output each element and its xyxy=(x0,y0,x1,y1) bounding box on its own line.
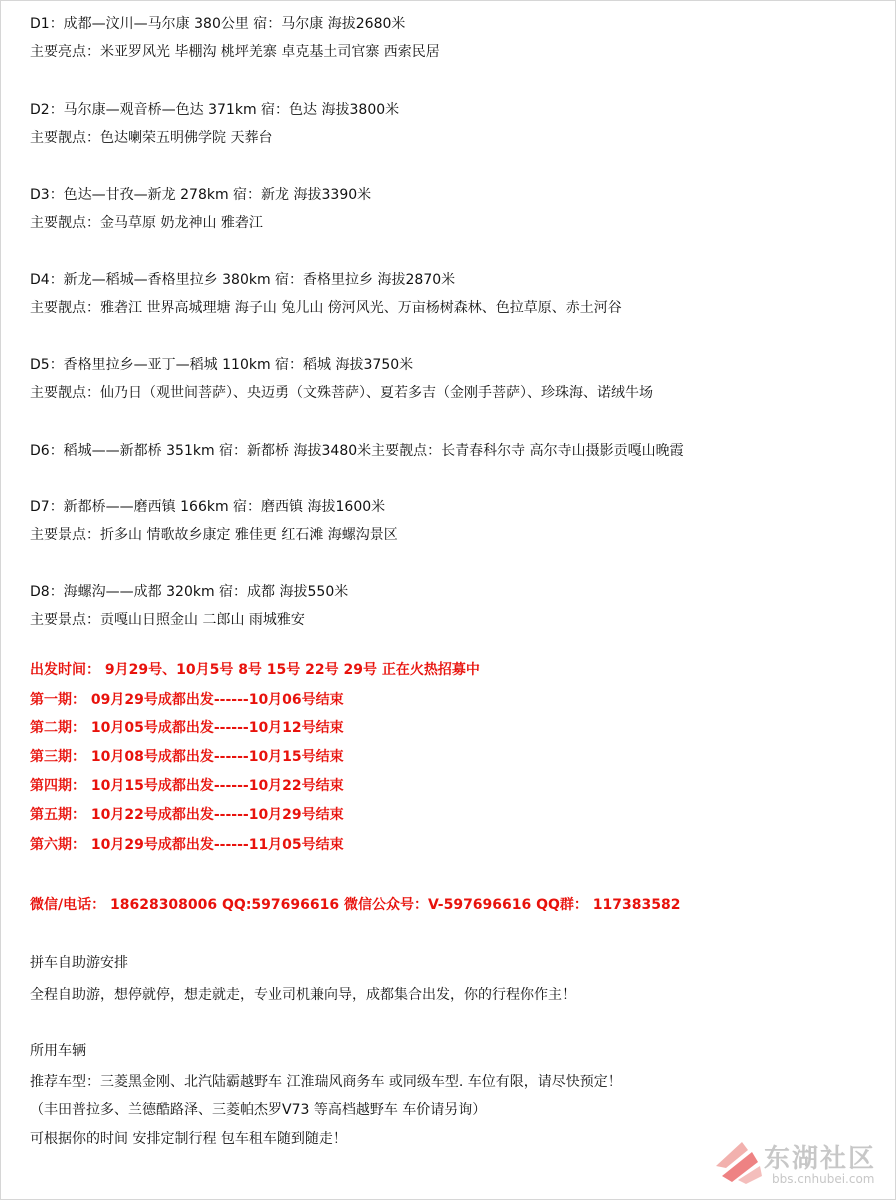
d8-route: D8：海螺沟——成都 320km 宿：成都 海拔550米 xyxy=(30,584,349,600)
watermark-url: bbs.cnhubei.com xyxy=(772,1172,875,1186)
departure-summary: 出发时间： 9月29号、10月5号 8号 15号 22号 29号 正在火热招募中 xyxy=(30,662,480,678)
d5-route: D5：香格里拉乡—亚丁—稻城 110km 宿：稻城 海拔3750米 xyxy=(30,357,414,373)
vehicles-line-3: 可根据你的时间 安排定制行程 包车租车随到随走！ xyxy=(30,1131,347,1147)
carpool-heading: 拼车自助游安排 xyxy=(30,955,128,971)
d4-route: D4：新龙—稻城—香格里拉乡 380km 宿：香格里拉乡 海拔2870米 xyxy=(30,272,456,288)
d5-sights: 主要靓点：仙乃日（观世间菩萨）、央迈勇（文殊菩萨）、夏若多吉（金刚手菩萨）、珍珠海、诺绒牛场 xyxy=(30,385,653,401)
period-3: 第三期： 10月08号成都出发------10月15号结束 xyxy=(30,749,344,765)
period-4: 第四期： 10月15号成都出发------10月22号结束 xyxy=(30,778,344,794)
d6-route: D6：稻城——新都桥 351km 宿：新都桥 海拔3480米主要靓点：长青春科尔寺 高尔寺山摄影贡嘎山晚霞 xyxy=(30,443,684,459)
carpool-text: 全程自助游，想停就停，想走就走，专业司机兼向导，成都集合出发，你的行程你作主！ xyxy=(30,987,576,1003)
d3-sights: 主要靓点：金马草原 奶龙神山 雅砻江 xyxy=(30,215,263,231)
vehicles-line-2: （丰田普拉多、兰德酷路泽、三菱帕杰罗V73 等高档越野车 车价请另询） xyxy=(30,1102,487,1118)
period-1: 第一期： 09月29号成都出发------10月06号结束 xyxy=(30,692,344,708)
d4-sights: 主要靓点：雅砻江 世界高城理塘 海子山 兔儿山 傍河风光、万亩杨树森林、色拉草原、赤土河谷 xyxy=(30,300,622,316)
d8-sights: 主要景点：贡嘎山日照金山 二郎山 雨城雅安 xyxy=(30,612,305,628)
vehicles-heading: 所用车辆 xyxy=(30,1043,86,1059)
d1-sights: 主要亮点：米亚罗风光 毕棚沟 桃坪羌寨 卓克基土司官寨 西索民居 xyxy=(30,44,440,60)
vehicles-line-1: 推荐车型：三菱黑金刚、北汽陆霸越野车 江淮瑞风商务车 或同级车型. 车位有限，请尽快预定！ xyxy=(30,1074,622,1090)
watermark-brand: 东湖社区 xyxy=(764,1144,877,1174)
period-2: 第二期： 10月05号成都出发------10月12号结束 xyxy=(30,720,344,736)
d7-route: D7：新都桥——磨西镇 166km 宿：磨西镇 海拔1600米 xyxy=(30,499,386,515)
period-6: 第六期： 10月29号成都出发------11月05号结束 xyxy=(30,837,344,853)
period-5: 第五期： 10月22号成都出发------10月29号结束 xyxy=(30,807,344,823)
contact-info: 微信/电话： 18628308006 QQ:597696616 微信公众号：V-597696616 QQ群： 117383582 xyxy=(30,897,681,913)
d2-route: D2：马尔康—观音桥—色达 371km 宿：色达 海拔3800米 xyxy=(30,102,400,118)
d1-route: D1：成都—汶川—马尔康 380公里 宿：马尔康 海拔2680米 xyxy=(30,16,406,32)
watermark xyxy=(712,1136,888,1194)
forum-logo-icon xyxy=(712,1136,764,1186)
d2-sights: 主要靓点：色达喇荣五明佛学院 天葬台 xyxy=(30,130,273,146)
d7-sights: 主要景点：折多山 情歌故乡康定 雅佳更 红石滩 海螺沟景区 xyxy=(30,527,398,543)
d3-route: D3：色达—甘孜—新龙 278km 宿：新龙 海拔3390米 xyxy=(30,187,372,203)
